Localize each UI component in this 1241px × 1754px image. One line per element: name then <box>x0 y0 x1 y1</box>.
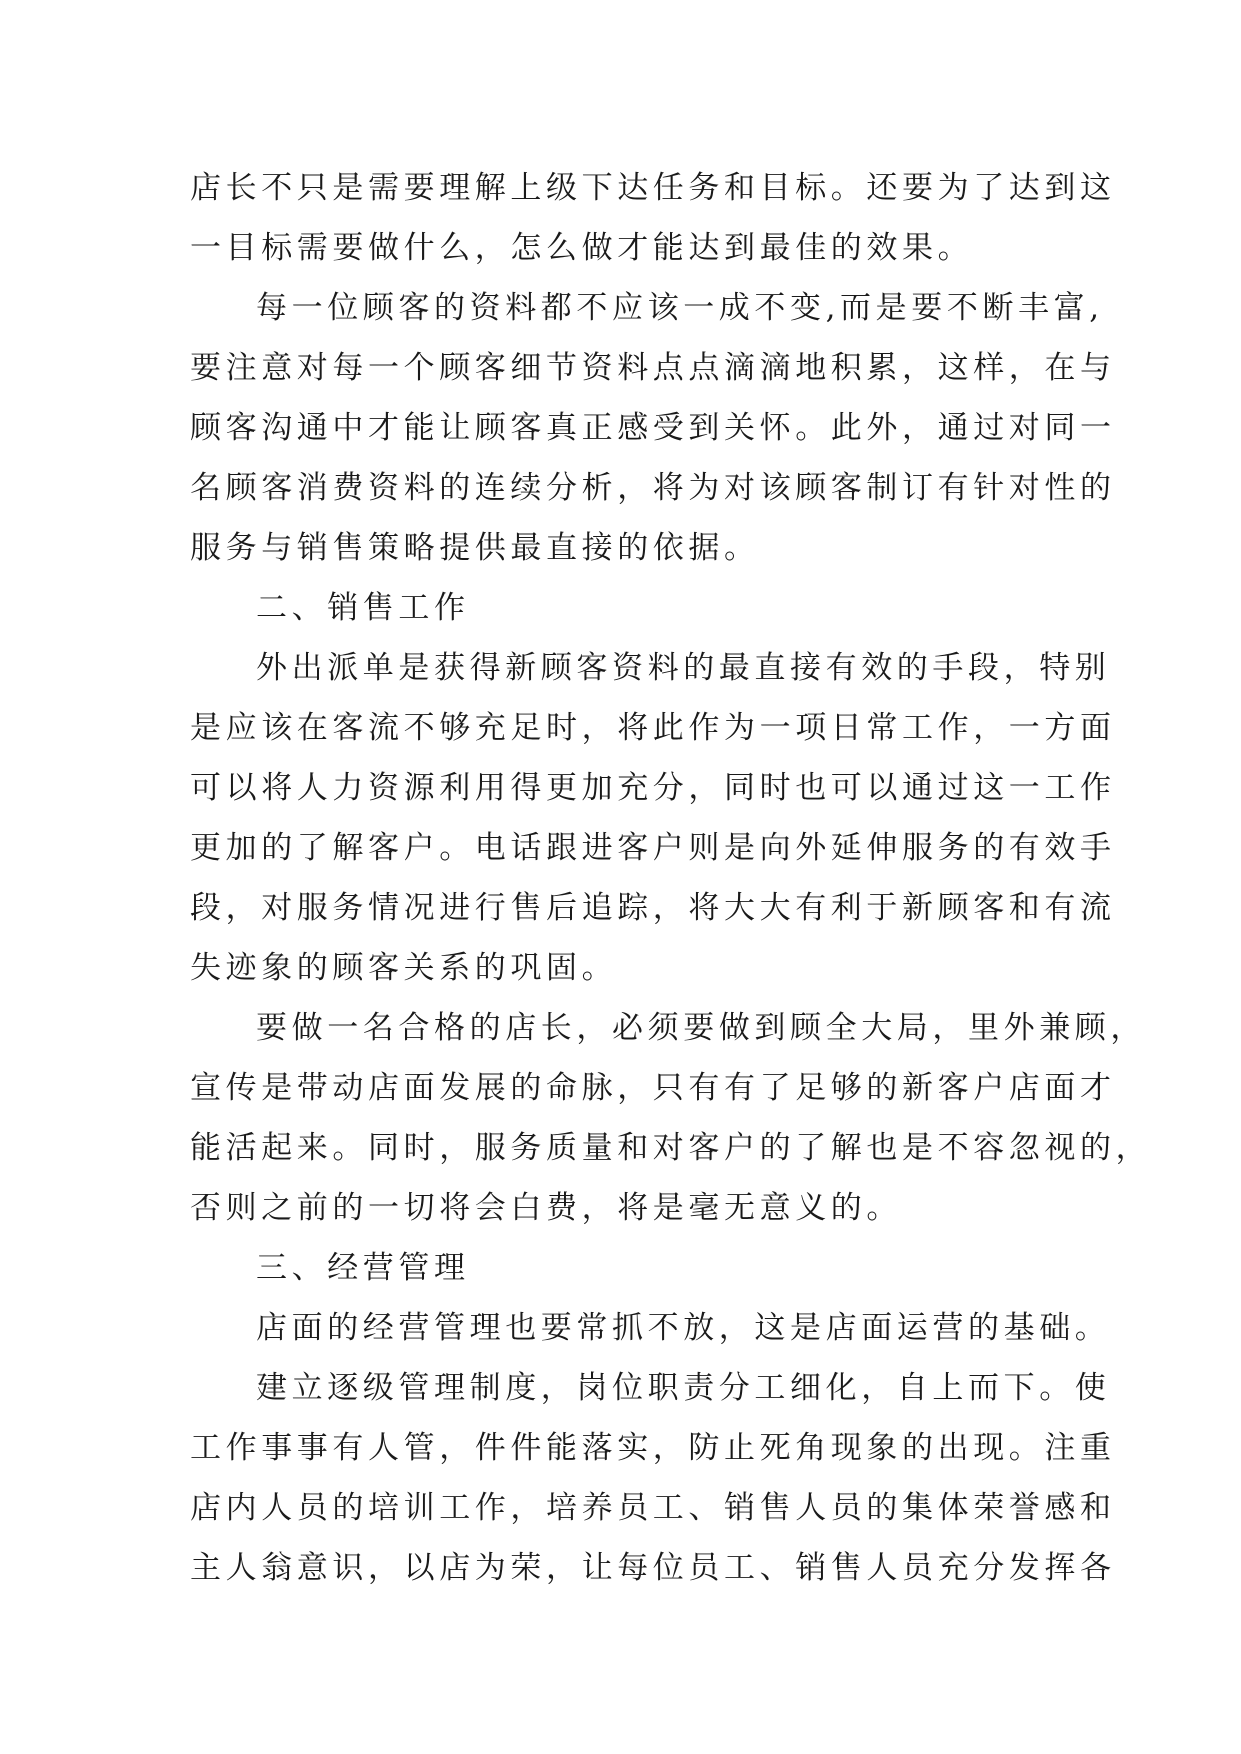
text-line: 段，对服务情况进行售后追踪，将大大有利于新顾客和有流 <box>190 890 1116 926</box>
text-line: 工作事事有人管，件件能落实，防止死角现象的出现。注重 <box>190 1430 1116 1466</box>
text-line: 要注意对每一个顾客细节资料点点滴滴地积累，这样，在与 <box>190 350 1116 386</box>
text-line: 店内人员的培训工作，培养员工、销售人员的集体荣誉感和 <box>190 1490 1116 1526</box>
text-line: 二、销售工作 <box>256 590 470 626</box>
text-line: 更加的了解客户。电话跟进客户则是向外延伸服务的有效手 <box>190 830 1116 866</box>
text-line: 可以将人力资源利用得更加充分，同时也可以通过这一工作 <box>190 770 1116 806</box>
text-line: 主人翁意识，以店为荣，让每位员工、销售人员充分发挥各 <box>190 1550 1116 1586</box>
text-line: 店长不只是需要理解上级下达任务和目标。还要为了达到这 <box>190 170 1116 206</box>
document-body <box>190 158 1152 1598</box>
text-line: 顾客沟通中才能让顾客真正感受到关怀。此外，通过对同一 <box>190 410 1116 446</box>
text-line: 否则之前的一切将会白费，将是毫无意义的。 <box>190 1190 902 1226</box>
text-line: 是应该在客流不够充足时，将此作为一项日常工作，一方面 <box>190 710 1116 746</box>
text-line: 店面的经营管理也要常抓不放，这是店面运营的基础。 <box>256 1310 1111 1346</box>
text-line: 失迹象的顾客关系的巩固。 <box>190 950 618 986</box>
text-line: 每一位顾客的资料都不应该一成不变,而是要不断丰富, <box>256 290 1104 326</box>
text-line: 能活起来。同时，服务质量和对客户的了解也是不容忽视的， <box>190 1130 1152 1166</box>
text-line: 建立逐级管理制度，岗位职责分工细化，自上而下。使 <box>256 1370 1111 1406</box>
text-line: 外出派单是获得新顾客资料的最直接有效的手段，特别 <box>256 650 1111 686</box>
text-line: 名顾客消费资料的连续分析，将为对该顾客制订有针对性的 <box>190 470 1116 506</box>
text-line: 一目标需要做什么，怎么做才能达到最佳的效果。 <box>190 230 974 266</box>
text-line: 要做一名合格的店长，必须要做到顾全大局，里外兼顾， <box>256 1010 1146 1046</box>
text-line: 服务与销售策略提供最直接的依据。 <box>190 530 760 566</box>
text-line: 三、经营管理 <box>256 1250 470 1286</box>
text-line: 宣传是带动店面发展的命脉，只有有了足够的新客户店面才 <box>190 1070 1116 1106</box>
